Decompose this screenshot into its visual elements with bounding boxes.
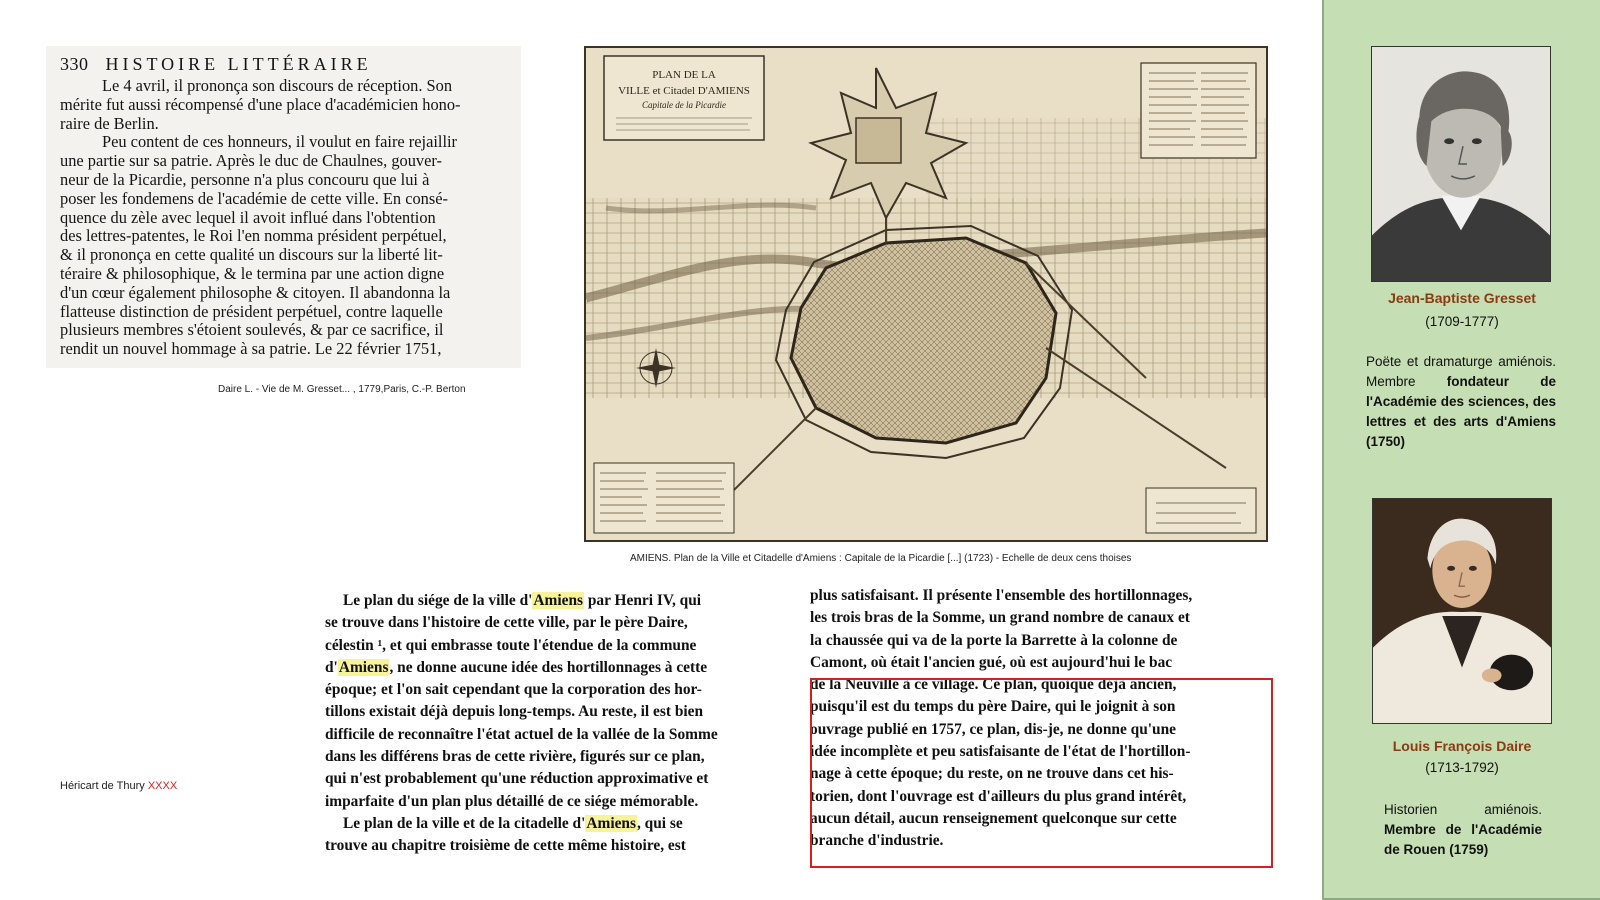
text-line: aucun détail, aucun renseignement quelconque sur cette bbox=[810, 809, 1177, 827]
text-line bbox=[325, 835, 785, 857]
daire-portrait bbox=[1372, 498, 1552, 724]
scan-line: neur de la Picardie, personne n'a plus concouru que lui à bbox=[60, 169, 430, 189]
signature-placeholder: XXXX bbox=[147, 780, 178, 792]
map-cartouche-line2: VILLE et Citadel D'AMIENS bbox=[618, 85, 750, 97]
person2-name: Louis François Daire bbox=[1392, 738, 1532, 754]
text-span: Le plan du siége de la ville d' bbox=[343, 592, 533, 609]
highlighted-word: Amiens bbox=[586, 814, 636, 832]
text-span: , ne donne aucune idée des hortillonnages à cette bbox=[389, 658, 708, 676]
person2-desc-bold: Membre de l'Académie de Rouen (1759) bbox=[1384, 822, 1542, 857]
highlighted-word: Amiens bbox=[338, 658, 389, 676]
thury-scan-left bbox=[325, 590, 785, 858]
map-caption: AMIENS. Plan de la Ville et Citadelle d'Amiens : Capitale de la Picardie [...] (1723) - Echelle de deux cens thoises bbox=[630, 553, 1132, 564]
text-line: nage à cette époque; du reste, on ne trouve dans cet his- bbox=[810, 765, 1174, 783]
scan-text bbox=[60, 77, 509, 359]
text-span: trouve au chapitre troisième de cette même histoire, est bbox=[325, 837, 686, 855]
text-span: par Henri IV, qui bbox=[584, 592, 702, 609]
text-line bbox=[325, 724, 785, 746]
scan-line: plusieurs membres s'étoient soulevés, & par ce sacrifice, il bbox=[60, 320, 444, 340]
running-head: HISTOIRE LITTÉRAIRE bbox=[105, 54, 372, 74]
scan-line: une partie sur sa patrie. Après le duc de Chaulnes, gouver- bbox=[60, 151, 442, 171]
scan-caption: Daire L. - Vie de M. Gresset... , 1779,Paris, C.-P. Berton bbox=[218, 384, 466, 395]
scan-line: rendit un nouvel hommage à sa patrie. Le 22 février 1751, bbox=[60, 339, 442, 359]
scan-line: raire de Berlin. bbox=[60, 113, 159, 133]
text-span: d' bbox=[325, 658, 338, 676]
scan-line: quence du zèle avec lequel il avoit influé dans l'obtention bbox=[60, 207, 436, 227]
text-line: ouvrage publié en 1757, ce plan, dis-je, ne donne qu'une bbox=[810, 720, 1177, 738]
text-line: Camont, où était l'ancien gué, où est aujourd'hui le bac bbox=[810, 653, 1173, 671]
text-line bbox=[325, 679, 785, 701]
amiens-map bbox=[584, 46, 1268, 542]
text-span: se trouve dans l'histoire de cette ville, par le père Daire, bbox=[325, 614, 688, 632]
histoire-litteraire-scan bbox=[46, 46, 521, 368]
scan-line: d'un cœur également philosophe & citoyen. Il abandonna la bbox=[60, 282, 451, 302]
text-line: branche d'industrie. bbox=[810, 832, 944, 850]
text-line bbox=[325, 635, 785, 657]
person2-description bbox=[1384, 800, 1542, 860]
text-line: idée incomplète et peu satisfaisante de l'état de l'hortillon- bbox=[810, 743, 1191, 761]
signature bbox=[60, 780, 177, 792]
text-line: torien, dont l'ouvrage est d'ailleurs du plus grand intérêt, bbox=[810, 787, 1187, 805]
highlight-box bbox=[810, 678, 1273, 868]
text-span: Le plan de la ville et de la citadelle d' bbox=[343, 814, 586, 832]
text-line: de la Neuville à ce village. Ce plan, quoique déjà ancien, bbox=[810, 676, 1177, 694]
scan-line: & il prononça en cette qualité un discours sur la liberté lit- bbox=[60, 245, 443, 265]
scan-line: Le 4 avril, il prononça son discours de réception. Son bbox=[102, 76, 453, 95]
text-line: puisqu'il est du temps du père Daire, qui le joignit à son bbox=[810, 698, 1176, 716]
text-line bbox=[325, 768, 785, 790]
gresset-portrait bbox=[1371, 46, 1551, 282]
scan-line: Peu content de ces honneurs, il voulut en faire rejaillir bbox=[102, 132, 458, 152]
scan-header bbox=[60, 54, 509, 75]
text-line bbox=[325, 701, 785, 723]
person1-name: Jean-Baptiste Gresset bbox=[1388, 290, 1536, 306]
text-line: la chaussée qui va de la porte la Barrette à la colonne de bbox=[810, 631, 1178, 649]
person1-desc-plain: Poëte et dramaturge amiénois. Membre bbox=[1366, 354, 1556, 389]
page-number: 330 bbox=[60, 54, 89, 74]
person1-dates: (1709-1777) bbox=[1425, 314, 1499, 329]
text-line bbox=[325, 657, 785, 679]
person2-desc-plain: Historien amiénois. bbox=[1384, 802, 1542, 817]
text-line bbox=[325, 612, 785, 634]
scan-line: des lettres-patentes, le Roi l'en nomma président perpétuel, bbox=[60, 226, 447, 246]
text-span: époque; et l'on sait cependant que la corporation des hor- bbox=[325, 681, 702, 699]
map-illustration bbox=[586, 48, 1266, 540]
text-span: célestin ¹, et qui embrasse toute l'étendue de la commune bbox=[325, 636, 697, 654]
scan-line: mérite fut aussi récompensé d'une place d'académicien hono- bbox=[60, 94, 461, 114]
biography-panel bbox=[1322, 0, 1600, 900]
text-line bbox=[325, 590, 785, 612]
map-cartouche-line1: PLAN DE LA bbox=[652, 69, 716, 81]
scan-line: poser les fondemens de l'académie de cette ville. En consé- bbox=[60, 188, 448, 208]
text-span: dans les différens bras de cette rivière, figurés sur ce plan, bbox=[325, 748, 705, 766]
person2-dates: (1713-1792) bbox=[1425, 760, 1499, 775]
highlighted-word: Amiens bbox=[533, 592, 584, 609]
scan-line: flatteuse distinction de président perpétuel, contre laquelle bbox=[60, 301, 443, 321]
text-line bbox=[325, 813, 785, 835]
text-span: tillons existait déjà depuis long-temps. Au reste, il est bien bbox=[325, 703, 704, 721]
text-span: imparfaite d'un plan plus détaillé de ce siége mémorable. bbox=[325, 792, 699, 810]
signature-author: Héricart de Thury bbox=[60, 780, 145, 792]
map-cartouche-line3: Capitale de la Picardie bbox=[642, 100, 726, 110]
text-line: plus satisfaisant. Il présente l'ensemble des hortillonnages, bbox=[810, 587, 1193, 604]
text-span: difficile de reconnaître l'état actuel de la vallée de la Somme bbox=[325, 725, 718, 743]
text-span: qui n'est probablement qu'une réduction approximative et bbox=[325, 770, 709, 788]
person1-desc-bold: fondateur de l'Académie des sciences, des lettres et des arts d'Amiens (1750) bbox=[1366, 374, 1556, 449]
text-span: , qui se bbox=[636, 814, 683, 832]
scan-line: téraire & philosophique, & le termina par une action digne bbox=[60, 263, 445, 283]
text-line bbox=[325, 791, 785, 813]
person1-description bbox=[1366, 352, 1556, 452]
text-line: les trois bras de la Somme, un grand nombre de canaux et bbox=[810, 609, 1190, 627]
text-line bbox=[325, 746, 785, 768]
